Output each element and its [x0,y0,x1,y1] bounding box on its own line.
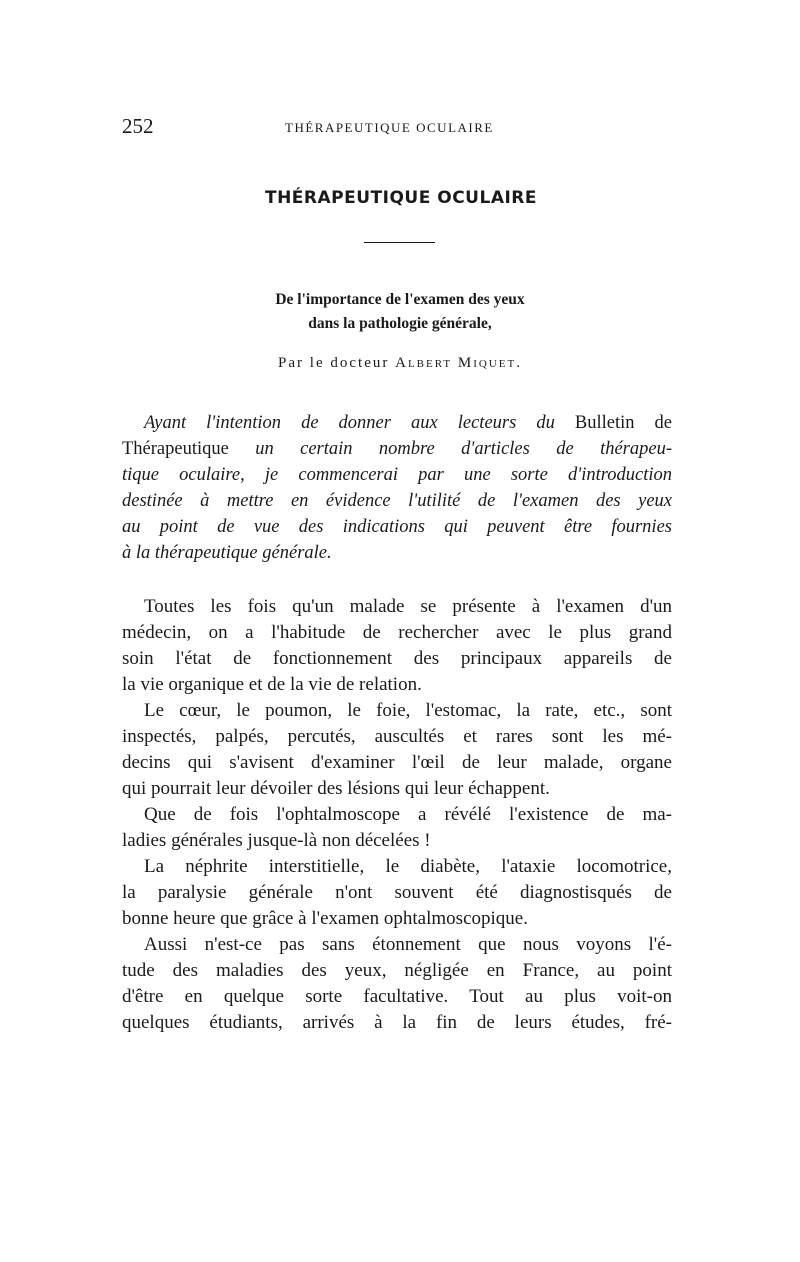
body-line: soin l'état de fonctionnement des principaux appareils de [122,648,672,669]
body-paragraph-3 [122,802,672,854]
body-line: tude des maladies des yeux, négligée en France, au point [122,960,672,981]
body-paragraph-5 [122,932,672,1036]
body-line: ladies générales jusque-là non décelées ! [122,830,431,851]
byline [0,355,800,372]
body-line: bonne heure que grâce à l'examen ophtalmoscopique. [122,908,528,929]
body-line: médecin, on a l'habitude de rechercher avec le plus grand [122,622,672,643]
byline-author: Albert Miquet. [395,355,522,371]
article-title-line-1: De l'importance de l'examen des yeux [275,291,525,308]
body-paragraph-4 [122,854,672,932]
byline-prefix: Par le docteur [278,355,390,371]
intro-line: destinée à mettre en évidence l'utilité de l'examen des yeux [122,491,672,511]
body-paragraph-1 [122,594,672,698]
body-line: decins qui s'avisent d'examiner l'œil de leur malade, organe [122,752,672,773]
intro-line-2-italic: un certain nombre d'articles de thérapeu- [228,439,672,459]
body-line: La néphrite interstitielle, le diabète, l'ataxie locomotrice, [144,856,672,877]
article-title-line-2: dans la pathologie générale, [308,315,492,332]
body-line: Toutes les fois qu'un malade se présente à l'examen d'un [144,596,672,617]
body-line: Aussi n'est-ce pas sans étonnement que nous voyons l'é- [144,934,672,955]
page-number: 252 [122,114,154,138]
intro-line-2-roman: Thérapeutique [122,439,229,459]
intro-line: tique oculaire, je commencerai par une sorte d'introduction [122,465,672,485]
article-title [0,288,800,336]
body-line: Le cœur, le poumon, le foie, l'estomac, la rate, etc., sont [144,700,672,721]
title-rule [364,242,435,243]
body-line: d'être en quelque sorte facultative. Tout au plus voit-on [122,986,672,1007]
intro-line [122,436,672,462]
intro-line [122,410,672,436]
intro-paragraph [122,410,672,566]
running-head [122,114,680,144]
body-paragraph-2 [122,698,672,802]
body-line: la paralysie générale n'ont souvent été diagnostisqués de [122,882,672,903]
body-line: la vie organique et de la vie de relation. [122,674,422,695]
intro-line: à la thérapeutique générale. [122,543,332,563]
body-line: quelques étudiants, arrivés à la fin de leurs études, fré- [122,1012,672,1033]
body-line: qui pourrait leur dévoiler des lésions qui leur échappent. [122,778,550,799]
running-title: THÉRAPEUTIQUE OCULAIRE [285,120,494,135]
body-line: Que de fois l'ophtalmoscope a révélé l'existence de ma- [144,804,672,825]
section-title: THÉRAPEUTIQUE OCULAIRE [264,188,538,208]
intro-line-1-italic: Ayant l'intention de donner aux lecteurs du [144,413,555,433]
body-line: inspectés, palpés, percutés, auscultés et rares sont les mé- [122,726,672,747]
intro-line: au point de vue des indications qui peuvent être fournies [122,517,672,537]
intro-line-1-roman: Bulletin de [554,413,672,433]
